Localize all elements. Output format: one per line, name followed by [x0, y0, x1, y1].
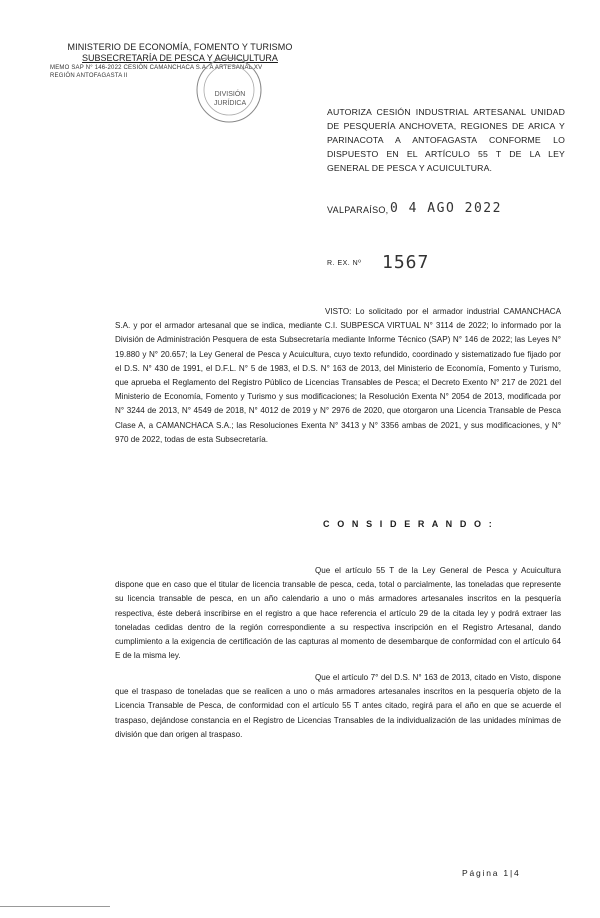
considerando-heading: C O N S I D E R A N D O : [323, 519, 495, 529]
date-stamp: 0 4 AGO 2022 [390, 201, 502, 216]
stamp-line-2: JURÍDICA [213, 100, 247, 107]
considerando-paragraph-1: Que el artículo 55 T de la Ley General de Pesca y Acuicultura dispone que en caso que el titular de licencia transable de pesca, ceda, total o parcialmente, las toneladas que represente su licencia transable de pesca, en un año calendario a uno o más armadores artesanales inscritos en la pesquería respectiva, éste deberá inscribirse en el registro a que hace referencia el artículo 29 de la citada ley y podrá extraer las toneladas cedidas dentro de la región correspondiente a su respectiva inscripción en el Registro Artesanal, dando cumplimiento a la exigencia de certificación de las capturas al momento de desembarque de conformidad con el artículo 64 E de la misma ley. [115, 566, 561, 661]
visto-paragraph: VISTO: Lo solicitado por el armador industrial CAMANCHACA S.A. y por el armador artesanal que se indica, mediante C.I. SUBPESCA VIRTUAL N° 3114 de 2022; lo informado por la División de Administración Pesquera de esta Subsecretaría mediante Informe Técnico (SAP) N° 146 de 2022; las Leyes N° 19.880 y N° 20.657; la Ley General de Pesca y Acuicultura, cuyo texto refundido, coordinado y sistematizado fue fijado por el D.S. N° 430 de 1991, el D.F.L. N° 5 de 1983, el D.S. N° 163 de 2013, del Ministerio de Economía, Fomento y Turismo, que aprueba el Reglamento del Registro Público de Licencias Transables de Pesca; el Decreto Exento N° 217 de 2021 del Ministerio de Economía, Fomento y Turismo y sus modificaciones; la Resolución Exenta N° 2054 de 2013, modificada por N° 3244 de 2013, N° 4549 de 2018, N° 4012 de 2019 y N° 2976 de 2020, que otorgaron una Licencia Transable de Pesca Clase A, a CAMANCHACA S.A.; las Resoluciones Exenta N° 3413 y N° 3356 ambas de 2021, y sus modificaciones, y N° 970 de 2022, todas de esta Subsecretaría. [115, 307, 561, 444]
letterhead [50, 42, 310, 80]
stamp-line-1: DIVISIÓN [214, 91, 246, 98]
considerando-paragraph-2: Que el artículo 7° del D.S. N° 163 de 2013, citado en Visto, dispone que el traspaso de toneladas que se realicen a uno o más armadores artesanales inscritos en la pesquería objeto de la Licencia Transable de Pesca, de conformidad con el artículo 55 T antes citado, regirá para el año en que se acuerde el traspaso, dejándose constancia en el Registro de Licencias Transables de la individualización de las unidades mínimas de división que dan origen al traspaso. [115, 673, 561, 739]
ministry-name: MINISTERIO DE ECONOMÍA, FOMENTO Y TURISMO [67, 42, 293, 52]
page-number: Página 1|4 [462, 868, 521, 878]
memo-reference-line-1: MEMO SAP N° 146-2022 CESIÓN CAMANCHACA S.A. A ARTESANAL XV [50, 65, 263, 71]
resolution-number: 1567 [382, 252, 430, 273]
footer-divider [0, 906, 110, 907]
place-label: VALPARAÍSO, [327, 205, 389, 215]
memo-reference-line-2: REGIÓN ANTOFAGASTA II [50, 73, 128, 79]
subsecretaria-name: SUBSECRETARÍA DE PESCA Y ACUICULTURA [82, 53, 278, 63]
resolution-label: R. EX. Nº [327, 260, 362, 267]
stamp-label [200, 90, 260, 108]
resolution-title: AUTORIZA CESIÓN INDUSTRIAL ARTESANAL UNIDAD DE PESQUERÍA ANCHOVETA, REGIONES DE ARICA Y PARINACOTA A ANTOFAGASTA CONFORME LO DISPUESTO EN EL ARTÍCULO 55 T DE LA LEY GENERAL DE PESCA Y ACUICULTURA. [327, 107, 565, 173]
